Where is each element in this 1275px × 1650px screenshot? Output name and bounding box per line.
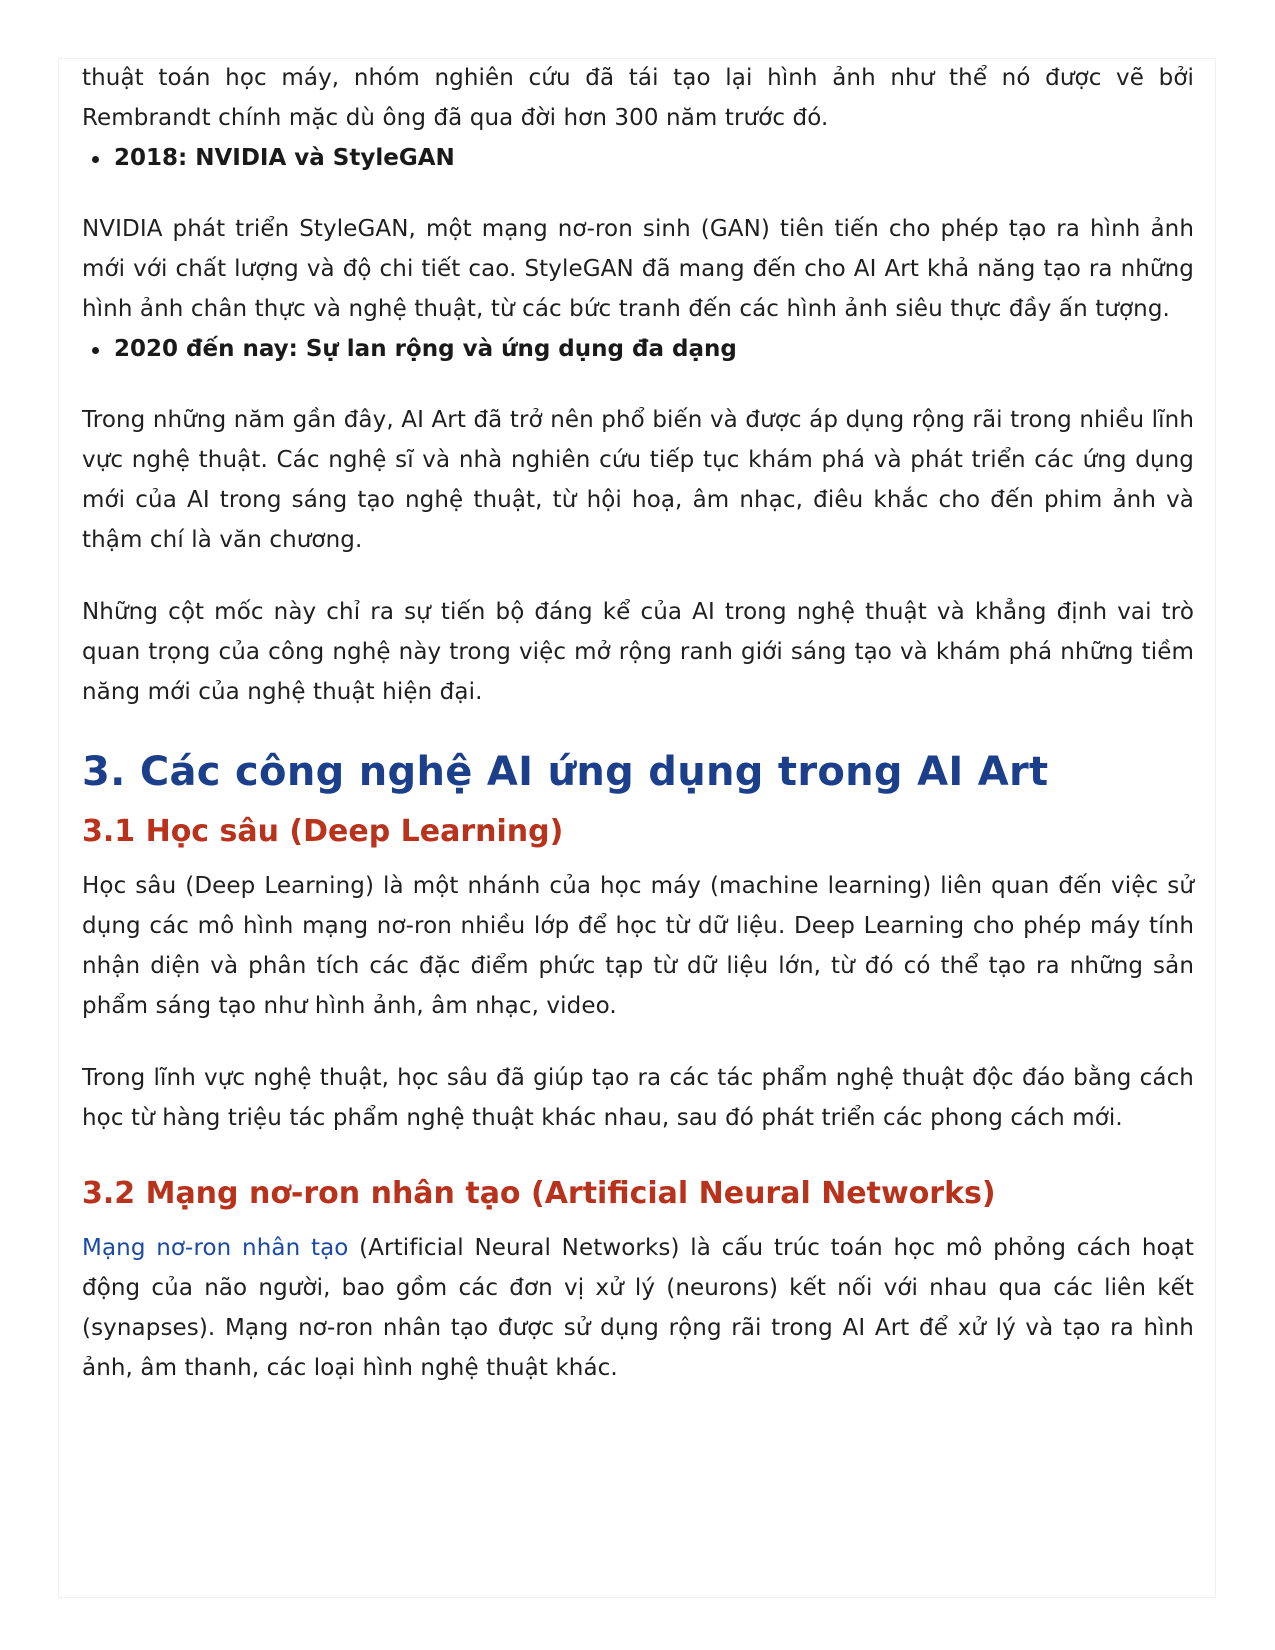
deep-learning-paragraph-1: Học sâu (Deep Learning) là một nhánh của học máy (machine learning) liên quan đến việc sử dụng các mô hình mạng nơ-ron nhiều lớp để học từ dữ liệu. Deep Learning cho phép máy tính nhận diện và phân tích các đặc điểm phức tạp từ dữ liệu lớn, từ đó có thể tạo ra những sản phẩm sáng tạo như hình ảnh, âm nhạc, video. xyxy=(82,873,1194,1019)
milestone-title-2020: 2020 đến nay: Sự lan rộng và ứng dụng đa dạng xyxy=(114,329,1194,369)
intro-paragraph: thuật toán học máy, nhóm nghiên cứu đã tái tạo lại hình ảnh như thể nó được vẽ bởi Rembrandt chính mặc dù ông đã qua đời hơn 300 năm trước đó. xyxy=(82,65,1194,131)
neural-networks-link[interactable]: Mạng nơ-ron nhân tạo xyxy=(82,1235,349,1261)
neural-networks-paragraph-text: (Artificial Neural Networks) là cấu trúc toán học mô phỏng cách hoạt động của não người, bao gồm các đơn vị xử lý (neurons) kết nối với nhau qua các liên kết (synapses). Mạng nơ-ron nhân tạo được sử dụng rộng rãi trong AI Art để xử lý và tạo ra hình ảnh, âm thanh, các loại hình nghệ thuật khác. xyxy=(82,1235,1194,1381)
milestone-paragraph-2020: Trong những năm gần đây, AI Art đã trở nên phổ biến và được áp dụng rộng rãi trong nhiều lĩnh vực nghệ thuật. Các nghệ sĩ và nhà nghiên cứu tiếp tục khám phá và phát triển các ứng dụng mới của AI trong sáng tạo nghệ thuật, từ hội hoạ, âm nhạc, điêu khắc cho đến phim ảnh và thậm chí là văn chương. xyxy=(82,407,1194,553)
milestone-list-2018 xyxy=(82,138,1194,178)
milestone-paragraph-2018: NVIDIA phát triển StyleGAN, một mạng nơ-ron sinh (GAN) tiên tiến cho phép tạo ra hình ảnh mới với chất lượng và độ chi tiết cao. StyleGAN đã mang đến cho AI Art khả năng tạo ra những hình ảnh chân thực và nghệ thuật, từ các bức tranh đến các hình ảnh siêu thực đầy ấn tượng. xyxy=(82,216,1194,322)
milestone-title-2018: 2018: NVIDIA và StyleGAN xyxy=(114,138,1194,178)
deep-learning-paragraph-2: Trong lĩnh vực nghệ thuật, học sâu đã giúp tạo ra các tác phẩm nghệ thuật độc đáo bằng cách học từ hàng triệu tác phẩm nghệ thuật khác nhau, sau đó phát triển các phong cách mới. xyxy=(82,1065,1194,1131)
conclusion-paragraph: Những cột mốc này chỉ ra sự tiến bộ đáng kể của AI trong nghệ thuật và khẳng định vai trò quan trọng của công nghệ này trong việc mở rộng ranh giới sáng tạo và khám phá những tiềm năng mới của nghệ thuật hiện đại. xyxy=(82,599,1194,705)
neural-networks-paragraph xyxy=(82,1228,1194,1388)
section-3-heading: 3. Các công nghệ AI ứng dụng trong AI Art xyxy=(82,749,1049,795)
section-3-2-heading: 3.2 Mạng nơ-ron nhân tạo (Artificial Neural Networks) xyxy=(82,1176,996,1211)
milestone-list-2020 xyxy=(82,329,1194,369)
section-3-1-heading: 3.1 Học sâu (Deep Learning) xyxy=(82,814,564,849)
article-content xyxy=(82,58,1194,1388)
